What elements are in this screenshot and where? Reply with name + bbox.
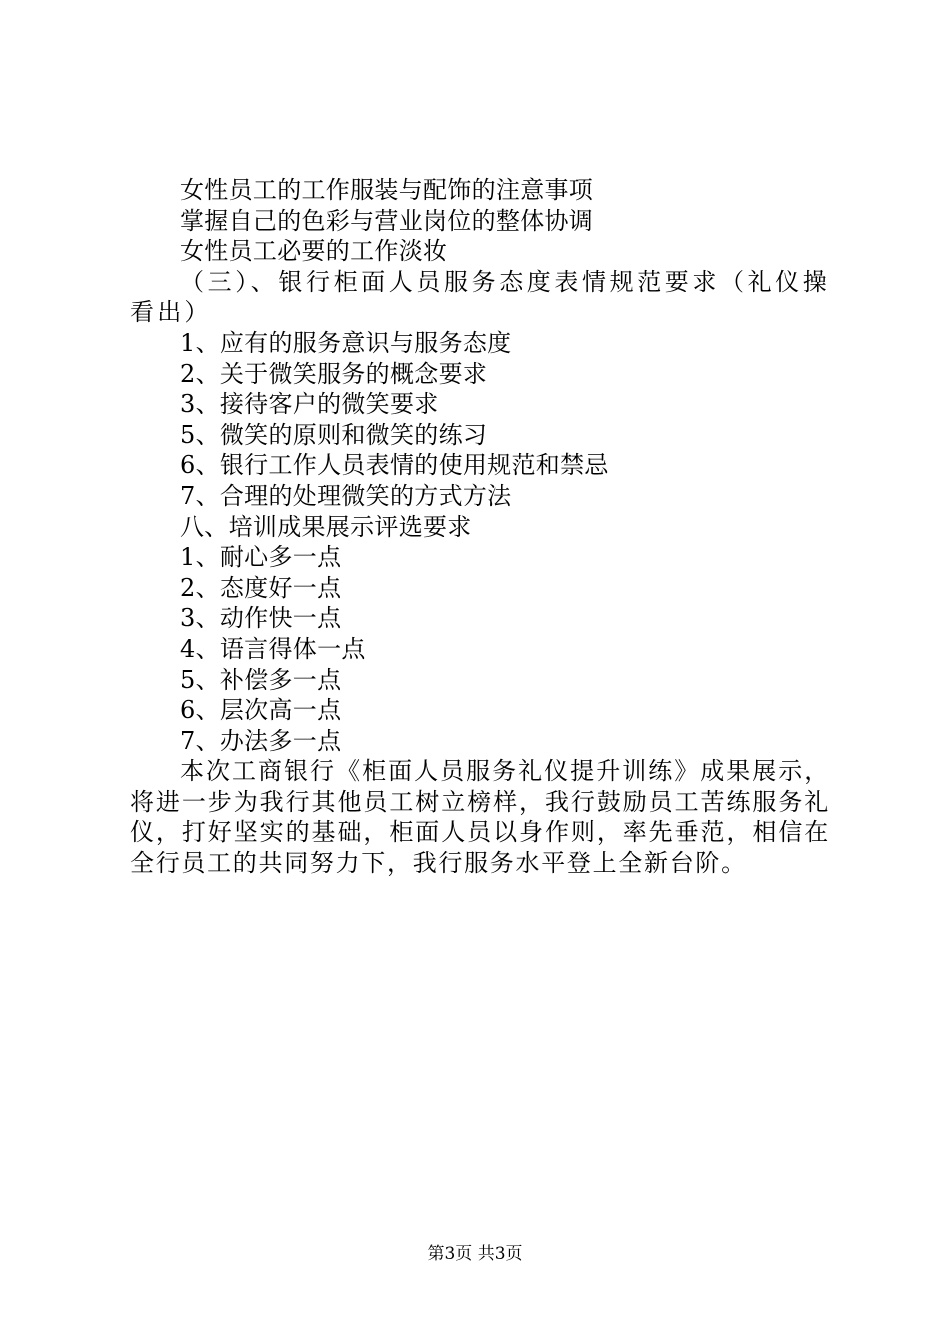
list-item: 3、接待客户的微笑要求 (180, 390, 439, 419)
list-item: 7、办法多一点 (180, 726, 342, 755)
list-item: 2、态度好一点 (180, 573, 342, 602)
list-item: 6、银行工作人员表情的使用规范和禁忌 (180, 451, 609, 480)
list-item: 4、语言得体一点 (180, 634, 366, 663)
list-item: 1、应有的服务意识与服务态度 (180, 328, 512, 357)
closing-paragraph: 本次工商银行《柜面人员服务礼仪提升训练》成果展示，将进一步为我行其他员工树立榜样，我行鼓励员工苦练服务礼仪，打好坚实的基础，柜面人员以身作则，率先垂范，相信在全行员工的共同努力下，我行服务水平登上全新台阶。 (130, 757, 830, 878)
list-item: 2、关于微笑服务的概念要求 (180, 359, 488, 388)
section-heading: （三）、银行柜面人员服务态度表情规范要求（礼仪操看出） (130, 267, 830, 327)
list-item: 5、微笑的原则和微笑的练习 (180, 420, 488, 449)
document-body (130, 175, 830, 879)
list-item: 3、动作快一点 (180, 604, 342, 633)
text-line: 女性员工必要的工作淡妆 (180, 237, 448, 266)
list-item: 6、层次高一点 (180, 696, 342, 725)
list-item: 7、合理的处理微笑的方式方法 (180, 481, 512, 510)
list-item: 5、补偿多一点 (180, 665, 342, 694)
page-footer: 第3页 共3页 (427, 1244, 523, 1264)
text-line: 女性员工的工作服装与配饰的注意事项 (180, 176, 594, 204)
section-heading: 八、培训成果展示评选要求 (180, 512, 472, 541)
list-item: 1、耐心多一点 (180, 543, 342, 572)
text-line: 掌握自己的色彩与营业岗位的整体协调 (180, 206, 594, 235)
